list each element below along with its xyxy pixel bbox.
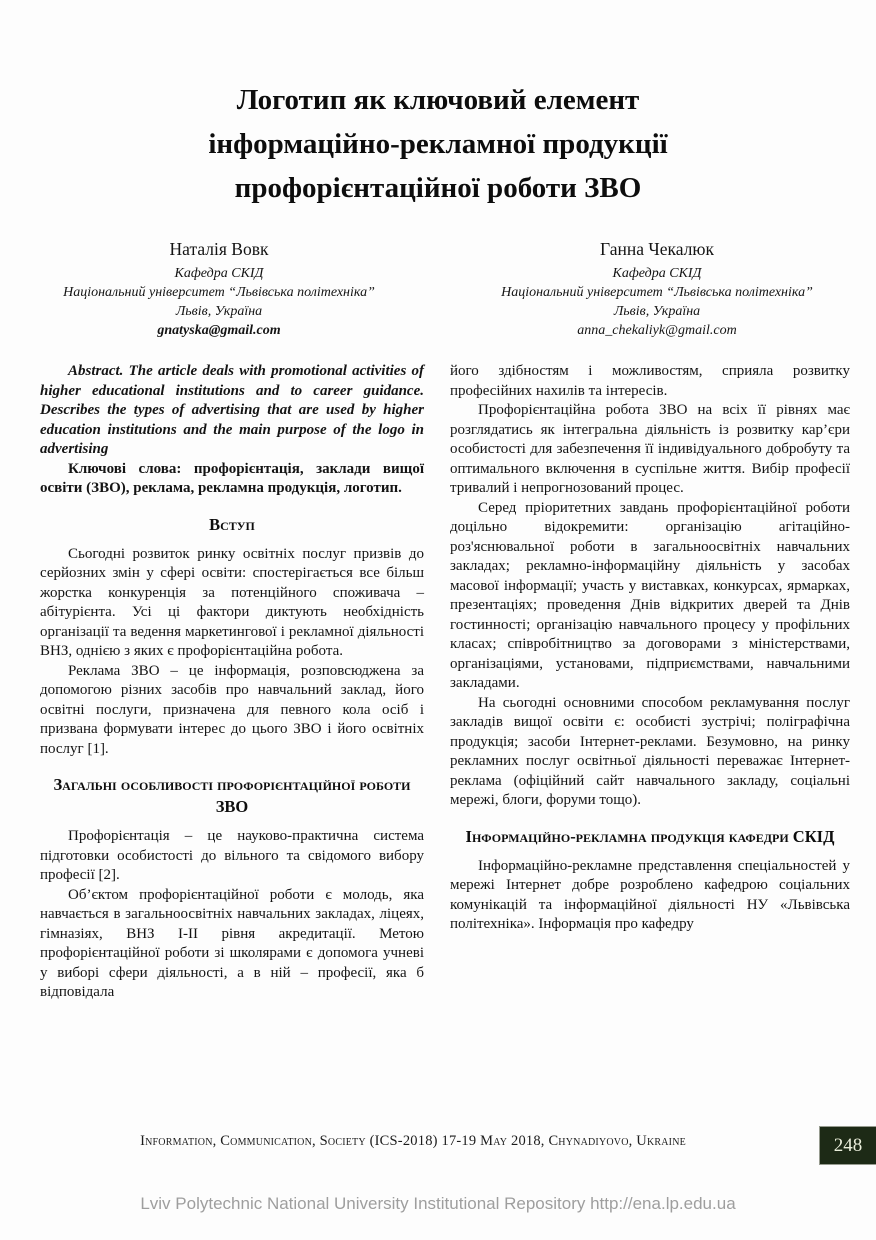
body-columns bbox=[40, 362, 850, 1003]
author-block-1 bbox=[0, 238, 438, 340]
article-title-line-3: профорієнтаційної роботи ЗВО bbox=[234, 172, 642, 204]
continuation-paragraph: його здібностям і можливостям, сприяла розвитку професійних нахилів та інтересів. bbox=[450, 363, 850, 399]
right-paragraph-4: На сьогодні основними способом рекламування послуг закладів вищої освіти є: особисті зустрічі; поліграфічна продукція; засоби Інтернет-реклами. Безумовно, на ринку рекламних послуг освітньої діяльності переважає Інтернет-реклама (офіційний сайт навчального закладу, соціальні мережі, блоги, форуми тощо). bbox=[450, 694, 850, 808]
author-email: anna_chekaliyk@gmail.com bbox=[577, 323, 737, 338]
article-title-line-1: Логотип як ключовий елемент bbox=[236, 84, 640, 116]
footer-conference-line: Information, Communication, Society (ICS-2018) 17-19 May 2018, Chynadiyovo, Ukraine bbox=[140, 1133, 686, 1149]
right-paragraph-3: Серед пріоритетних завдань профорієнтаційної роботи доцільно відокремити: організацію агітаційно-роз'яснювальної роботи в загальноосвітніх навчальних закладах; рекламно-інформаційну діяльність у засобах масової інформації; участь у виставках, конкурсах, ярмарках, презентаціях; проведення Днів відкритих дверей та Днів гостинності; організацію навчального процесу у профільних класах; співробітництво за договорами з міністерствами, організаціями, установами, підприємствами, навчальними закладами. bbox=[450, 499, 850, 691]
abstract-paragraph: Abstract. The article deals with promotional activities of higher educational institutions and to career guidance. Describes the types of advertising that are used by higher education institutions and the main purpose of the logo in advertising bbox=[40, 363, 424, 457]
author-name: Ганна Чекалюк bbox=[600, 239, 714, 259]
general-paragraph-1: Профорієнтація – це науково-практична система підготовки особистості до вільного та свідомого вибору професії [2]. bbox=[40, 828, 424, 883]
author-university: Національний університет “Львівська політехніка” bbox=[63, 285, 375, 300]
right-column bbox=[450, 362, 850, 1003]
author-name: Наталія Вовк bbox=[169, 239, 269, 259]
page-number-badge: 248 bbox=[819, 1126, 876, 1165]
repository-watermark: Lviv Polytechnic National University Institutional Repository http://ena.lp.edu.ua bbox=[140, 1194, 736, 1213]
author-department: Кафедра СКІД bbox=[174, 266, 264, 281]
section-heading-intro: Вступ bbox=[209, 514, 255, 534]
right-paragraph-2: Профорієнтаційна робота ЗВО на всіх її рівнях має розглядатись як інтегральна діяльність із розвитку кар’єри особистості для забезпечення її індивідуального добробуту та оптимального включення в суспільне життя. Вибір професії тривалий і непрогнозований процес. bbox=[450, 402, 850, 496]
intro-paragraph-1: Сьогодні розвиток ринку освітніх послуг призвів до серйозних змін у сфері освіти: спостерігається все більш жорстка конкуренція за потенційного споживача – абітурієнта. Усі ці фактори диктують необхідність організації та ведення маркетингової і рекламної діяльності ВНЗ, однією з яких є профорієнтаційна робота. bbox=[40, 545, 424, 659]
author-block-2 bbox=[438, 238, 876, 340]
section-heading-products: Інформаційно-рекламна продукція кафедри СКІД bbox=[465, 826, 835, 846]
author-university: Національний університет “Львівська політехніка” bbox=[501, 285, 813, 300]
author-email: gnatyska@gmail.com bbox=[157, 323, 281, 338]
author-department: Кафедра СКІД bbox=[612, 266, 702, 281]
author-location: Львів, Україна bbox=[613, 304, 701, 319]
article-title bbox=[0, 0, 876, 210]
left-column bbox=[40, 362, 424, 1003]
authors-row bbox=[0, 238, 876, 340]
section-heading-general: Загальні особливості профорієнтаційної роботи ЗВО bbox=[53, 775, 411, 816]
intro-paragraph-2: Реклама ЗВО – це інформація, розповсюджена за допомогою різних засобів про навчальний заклад, його освітні послуги, призначена для певного кола осіб і призвана формувати інтерес до цього ЗВО і його освітніх послуг [1]. bbox=[40, 662, 424, 757]
general-paragraph-2: Об’єктом профорієнтаційної роботи є молодь, яка навчається в загальноосвітніх навчальних закладах, ліцеях, гімназіях, ВНЗ І-ІІ рівня акредитації. Метою профорієнтаційної роботи зі школярами є допомога учневі у виборі сфери діяльності, а в ній – професії, яка б відповідала bbox=[40, 886, 424, 1000]
products-paragraph-1: Інформаційно-рекламне представлення спеціальностей у мережі Інтернет добре розроблено кафедрою соціальних комунікацій та інформаційної діяльності НУ «Львівська політехніка». Інформація про кафедру bbox=[450, 857, 850, 932]
keywords-paragraph: Ключові слова: профорієнтація, заклади вищої освіти (ЗВО), реклама, рекламна продукція, логотип. bbox=[40, 460, 424, 496]
author-location: Львів, Україна bbox=[175, 304, 263, 319]
article-title-line-2: інформаційно-рекламної продукції bbox=[208, 128, 668, 160]
